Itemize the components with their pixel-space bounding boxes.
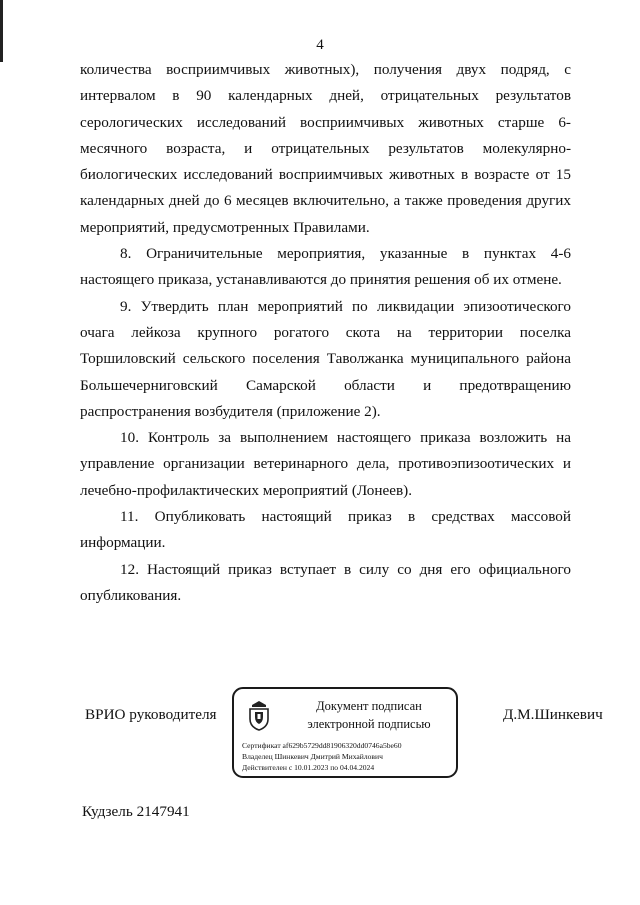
stamp-details	[242, 740, 457, 773]
paragraph-item-11: 11. Опубликовать настоящий приказ в средствах массовой информации.	[80, 508, 571, 552]
stamp-owner: Владелец Шинкевич Дмитрий Михайлович	[242, 752, 383, 761]
paragraph-item-12: 12. Настоящий приказ вступает в силу со дня его официального опубликования.	[80, 560, 571, 604]
paragraph-item-8: 8. Ограничительные мероприятия, указанные в пунктах 4-6 настоящего приказа, устанавливаются до принятия решения об их отмене.	[80, 245, 571, 289]
signer-title: ВРИО руководителя	[85, 706, 217, 723]
stamp-heading-line2: электронной подписью	[307, 717, 431, 731]
paragraph-continuation: количества восприимчивых животных), получения двух подряд, с интервалом в 90 календарных дней, отрицательных результатов серологических исследований восприимчивых животных старше 6-месячного возраста, и отрицательных результатов молекулярно-биологических исследований восприимчивых животных в возрасте от 15 календарных дней до 6 месяцев включительно, а также проведения других мероприятий, предусмотренных Правилами.	[80, 61, 571, 236]
paragraph-item-9: 9. Утвердить план мероприятий по ликвидации эпизоотического очага лейкоза крупного рогатого скота на территории поселка Торшиловский сельского поселения Таволжанка муниципального района Большечерниговский Самарской области и предотвращению распространения возбудителя (приложение 2).	[80, 297, 571, 420]
stamp-validity: Действителен с 10.01.2023 по 04.04.2024	[242, 763, 375, 772]
performer-info: Кудзель 2147941	[82, 803, 190, 820]
stamp-certificate: Сертификат af629b5729dd81906320dd0746a5be60	[242, 741, 402, 750]
signer-name: Д.М.Шинкевич	[503, 706, 603, 723]
document-body	[80, 57, 571, 609]
coat-of-arms-icon	[246, 699, 272, 731]
page-number: 4	[316, 37, 324, 53]
paragraph-item-10: 10. Контроль за выполнением настоящего приказа возложить на управление организации ветеринарного дела, противоэпизоотических и лечебно-профилактических мероприятий (Лонеев).	[80, 429, 571, 499]
stamp-heading-line1: Документ подписан	[316, 699, 422, 713]
electronic-signature-stamp	[232, 687, 458, 778]
stamp-heading	[284, 697, 454, 733]
